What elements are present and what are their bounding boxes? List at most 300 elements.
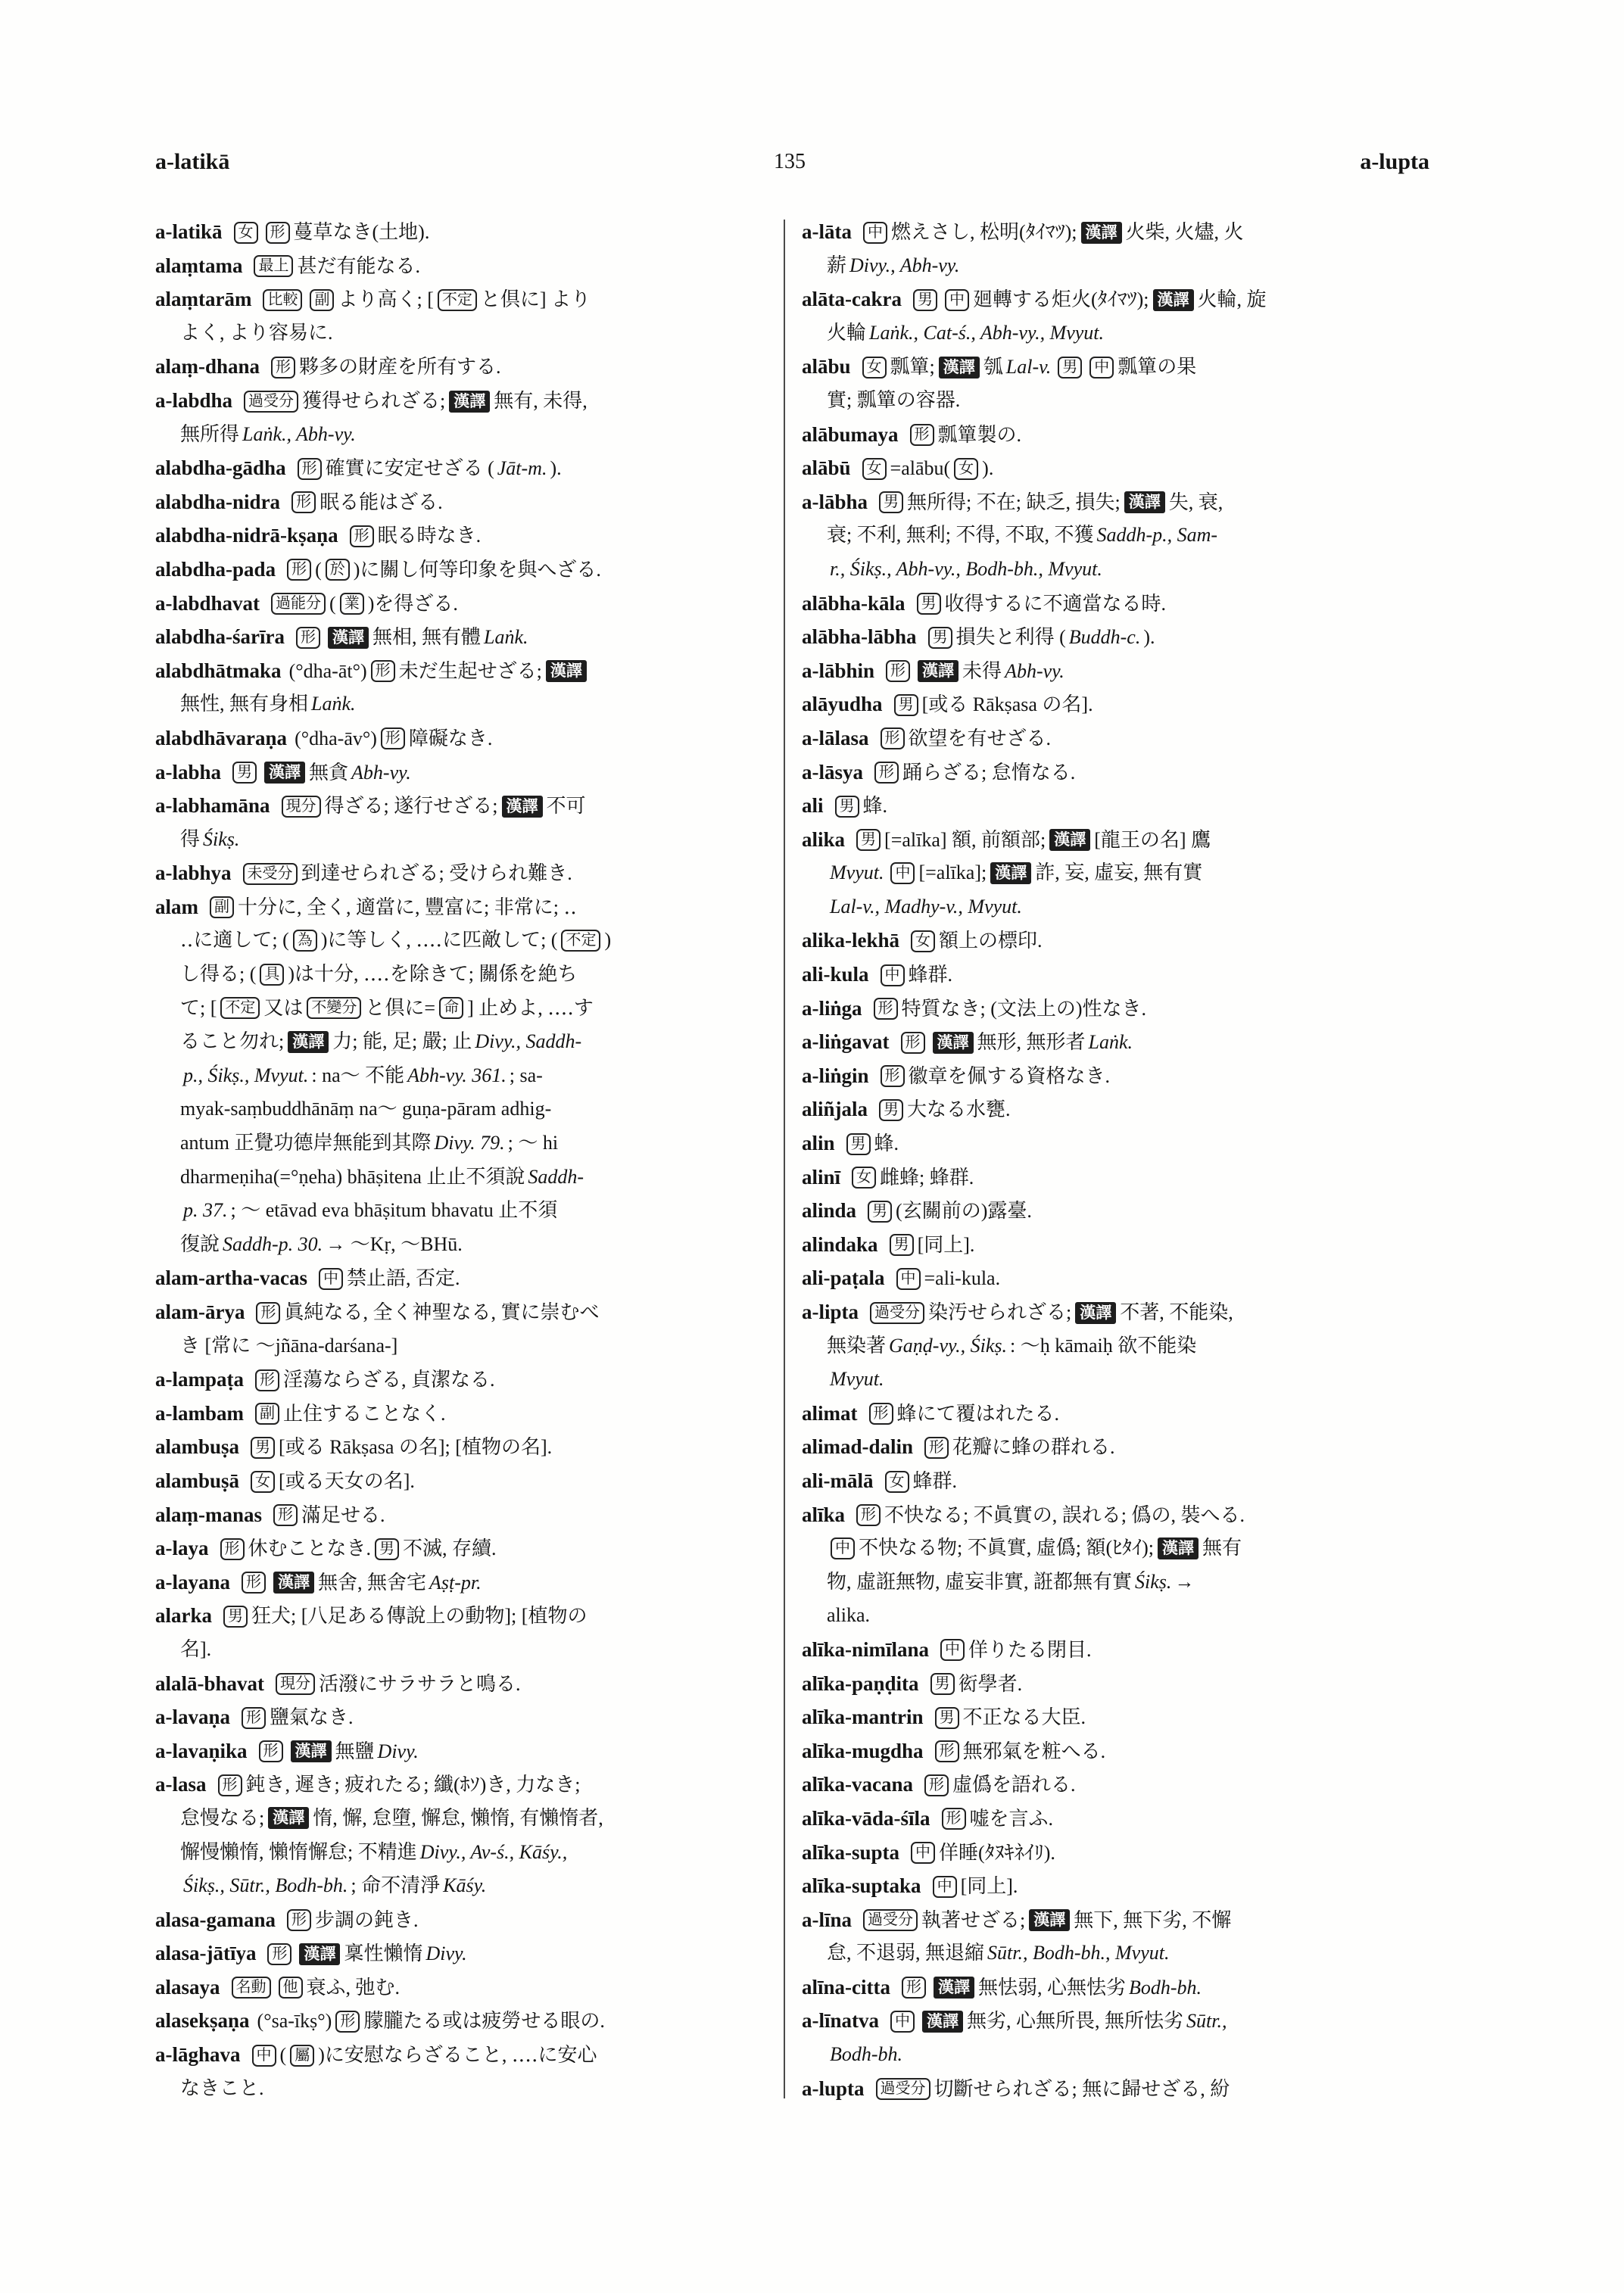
grammar-tag: 具 [260, 964, 284, 986]
source-ref: Divy., Saddh- [475, 1030, 582, 1053]
entry-text: 休むことなき. [248, 1537, 372, 1560]
dictionary-entry [802, 1092, 1429, 1126]
entry-line [802, 2038, 1429, 2072]
entry-line [155, 958, 768, 992]
headword: a-lampaṭa [155, 1368, 244, 1391]
entry-line [155, 992, 768, 1026]
headword: alīka-vāda-śīla [802, 1806, 930, 1830]
entry-line [155, 2072, 768, 2106]
entry-line [155, 1667, 768, 1701]
source-ref: Divy. [377, 1740, 419, 1762]
headword: alabdha-gādha [155, 456, 286, 480]
entry-text: (°dha-āt°) [288, 659, 367, 682]
dictionary-entry [802, 2072, 1429, 2106]
column-divider [784, 220, 785, 2098]
dictionary-entry [802, 721, 1429, 756]
entry-line [802, 1734, 1429, 1768]
headword: alindaka [802, 1232, 878, 1256]
dictionary-entry [802, 823, 1429, 924]
entry-line [155, 1566, 768, 1600]
entry-text: [或る Rākṣasa の名]; [植物の名]. [279, 1436, 553, 1459]
kanyaku-tag: 漢譯 [918, 660, 959, 682]
grammar-tag: 形 [371, 660, 395, 682]
entry-text: ). [982, 457, 994, 480]
dictionary-entry [802, 1261, 1429, 1295]
entry-text: 衒學者. [958, 1672, 1023, 1695]
source-ref: Laṅk., Cat-ś., Abh-vy., Mvyut. [869, 321, 1105, 344]
grammar-tag: 男 [917, 593, 941, 615]
grammar-tag: 形 [935, 1740, 959, 1762]
grammar-tag: 男 [879, 491, 903, 513]
entry-line [155, 856, 768, 890]
kanyaku-tag: 漢譯 [1153, 289, 1194, 311]
entry-line [802, 1498, 1429, 1532]
entry-line [802, 1936, 1429, 1971]
kanyaku-tag: 漢譯 [264, 762, 305, 784]
dictionary-entry [155, 1498, 768, 1532]
headword: alāyudha [802, 693, 883, 716]
dictionary-entry [802, 1498, 1429, 1633]
grammar-tag: 現分 [276, 1673, 315, 1695]
entry-line [802, 350, 1429, 384]
entry-text: antum 正覺功德岸無能到其際 [180, 1132, 432, 1154]
source-ref: Mvyut. [830, 861, 884, 884]
entry-text: 無相, 無有體 [372, 626, 482, 649]
dictionary-entry [802, 350, 1429, 417]
entry-text: 止住することなく. [283, 1402, 446, 1425]
entry-line [802, 1126, 1429, 1161]
entry-text: 無邪氣を粧へる. [962, 1740, 1106, 1762]
source-ref: Bodh-bh. [830, 2043, 903, 2066]
entry-text: ; ～ etāvad eva bhāṣitum bhavatu 止不須 [230, 1199, 558, 1222]
entry-line [802, 1599, 1429, 1633]
headword: alambuṣā [155, 1469, 240, 1492]
grammar-tag: 中 [911, 1842, 935, 1864]
entry-text: 瓢簞の果 [1117, 356, 1197, 379]
dictionary-entry [155, 1768, 768, 1902]
dictionary-entry [155, 1734, 768, 1768]
kanyaku-tag: 漢譯 [934, 1977, 974, 1999]
source-ref: Saddh-p. 30. [223, 1232, 323, 1255]
headword: a-lambam [155, 1401, 244, 1425]
kanyaku-tag: 漢譯 [1049, 829, 1090, 851]
dictionary-entry [802, 485, 1429, 587]
source-ref: Laṅk. [1088, 1031, 1133, 1054]
entry-text: )に關し何等印象を與へざる. [353, 558, 601, 581]
kanyaku-tag: 漢譯 [939, 357, 980, 379]
grammar-tag: 男 [890, 1234, 914, 1256]
dictionary-entry [802, 1161, 1429, 1195]
kanyaku-tag: 漢譯 [1158, 1537, 1199, 1559]
grammar-tag: 男 [846, 1133, 871, 1155]
running-head-last-entry: a-lupta [1360, 149, 1429, 174]
entry-text: 又は [263, 996, 304, 1019]
entry-text: ること勿れ; [180, 1030, 285, 1053]
entry-line [155, 620, 768, 654]
dictionary-entry [802, 1126, 1429, 1161]
entry-line [155, 1498, 768, 1532]
grammar-tag: 最上 [254, 255, 293, 277]
entry-line [802, 1700, 1429, 1734]
source-ref: Laṅk. [484, 626, 528, 649]
entry-text: より高く; [ [338, 288, 434, 311]
entry-line [802, 789, 1429, 823]
entry-text: 無舍, 無舍宅 [318, 1571, 427, 1594]
dictionary-entry [802, 1295, 1429, 1397]
dictionary-entry [802, 1971, 1429, 2005]
grammar-tag: 中 [933, 1876, 957, 1898]
grammar-tag: 形 [881, 1065, 905, 1087]
grammar-tag: 形 [942, 1808, 966, 1830]
grammar-tag: 女 [862, 357, 887, 379]
dictionary-entry [802, 418, 1429, 452]
dictionary-entry [155, 2038, 768, 2105]
entry-text: よく, より容易に. [180, 321, 333, 344]
entry-text: [同上]. [960, 1875, 1018, 1898]
grammar-tag: 形 [287, 559, 311, 581]
entry-text: =ali-kula. [924, 1267, 1001, 1290]
grammar-tag: 中 [252, 2045, 276, 2067]
entry-line [802, 282, 1429, 316]
headword: alīka-mugdha [802, 1739, 924, 1762]
grammar-tag: 形 [874, 998, 898, 1020]
grammar-tag: 形 [350, 525, 374, 547]
headword: alimad-dalin [802, 1435, 914, 1459]
grammar-tag: 副 [255, 1403, 279, 1425]
headword: a-lābhin [802, 659, 875, 682]
headword: a-labdha [155, 388, 233, 412]
entry-text: 損失と利得 ( [955, 626, 1066, 649]
grammar-tag: 過受分 [863, 1909, 918, 1931]
grammar-tag: 為 [293, 930, 317, 952]
entry-text: 不可 [546, 795, 586, 818]
entry-text: 瓢簞製の. [937, 423, 1022, 446]
entry-line [802, 1261, 1429, 1295]
dictionary-entry [802, 282, 1429, 350]
entry-line [155, 1936, 768, 1971]
entry-text: 染汚せられざる; [928, 1301, 1072, 1323]
dictionary-entry [802, 1430, 1429, 1464]
dictionary-entry [802, 789, 1429, 823]
headword: alimat [802, 1401, 858, 1425]
entry-line [155, 1836, 768, 1870]
grammar-tag: 形 [924, 1774, 949, 1796]
dictionary-entry [802, 654, 1429, 688]
kanyaku-tag: 漢譯 [291, 1740, 332, 1762]
source-ref: p. 37. [183, 1199, 228, 1222]
dictionary-entry [155, 721, 768, 756]
source-ref: Abh-vy. [1005, 659, 1064, 682]
dictionary-entry [802, 992, 1429, 1026]
entry-line [155, 249, 768, 283]
grammar-tag: 男 [251, 1437, 275, 1459]
entry-line [155, 282, 768, 316]
headword: a-lālasa [802, 726, 869, 749]
headword: alābumaya [802, 422, 899, 446]
grammar-tag: 形 [218, 1774, 242, 1796]
entry-line [802, 249, 1429, 283]
entry-text: 執著せざる; [921, 1908, 1026, 1931]
entry-text: 特質なき; (文法上の)性なき. [901, 997, 1147, 1020]
grammar-tag: 形 [910, 424, 934, 446]
entry-text: し得る; ( [180, 963, 257, 986]
grammar-tag: 男 [894, 694, 918, 716]
headword: a-lasa [155, 1773, 207, 1796]
entry-text: 火柴, 火燼, 火 [1125, 221, 1244, 243]
source-ref: Lal-v., Madhy-v., Mvyut. [830, 895, 1022, 918]
entry-line [802, 756, 1429, 790]
headword: alaṃtama [155, 254, 243, 277]
headword: alīka [802, 1503, 846, 1526]
grammar-tag: 中 [940, 1639, 965, 1661]
entry-text: → [1174, 1570, 1195, 1593]
entry-text: ) [604, 929, 612, 952]
entry-line [155, 1397, 768, 1431]
grammar-tag: 中 [881, 964, 905, 986]
headword: alaṃ-dhana [155, 355, 260, 379]
entry-text: 蜂. [862, 795, 888, 818]
entry-line [155, 1734, 768, 1768]
entry-line [155, 1194, 768, 1228]
entry-text: 火輪 [827, 321, 867, 344]
headword: ali-kula [802, 963, 869, 986]
grammar-tag: 不定 [438, 289, 477, 311]
kanyaku-tag: 漢譯 [1075, 1302, 1116, 1324]
grammar-tag: 形 [296, 627, 320, 649]
entry-text: 無有 [1202, 1537, 1242, 1559]
entry-line [802, 1430, 1429, 1464]
entry-line [155, 1430, 768, 1464]
entry-line [155, 384, 768, 418]
headword: alābha-kāla [802, 591, 906, 615]
dictionary-entry [155, 451, 768, 485]
kanyaku-tag: 漢譯 [288, 1031, 329, 1053]
entry-text: 活潑にサラサラと鳴る. [319, 1672, 521, 1695]
grammar-tag: 形 [255, 1369, 279, 1391]
entry-text: 佯睡(ﾀﾇｷﾈｲﾘ). [939, 1841, 1055, 1864]
source-ref: Śikṣ., Sūtr., Bodh-bh. [183, 1874, 348, 1897]
entry-text: 眠る時なき. [377, 525, 482, 547]
entry-text: 鈍き, 遲き; 疲れたる; 纖(ﾎｿ)き, 力なき; [245, 1774, 581, 1796]
grammar-tag: 他 [279, 1977, 303, 1999]
dictionary-entry [802, 1667, 1429, 1701]
grammar-tag: 女 [862, 458, 887, 480]
dictionary-entry [155, 553, 768, 587]
grammar-tag: 屬 [290, 2045, 314, 2067]
entry-text: =alābu( [890, 457, 951, 480]
dictionary-entry [802, 620, 1429, 654]
entry-text: 怠, 不退弱, 無退縮 [827, 1942, 985, 1964]
headword: alābū [802, 456, 851, 480]
entry-text: 蜂にて覆はれたる. [896, 1402, 1060, 1425]
entry-line [155, 1802, 768, 1836]
grammar-tag: 女 [911, 930, 935, 952]
dictionary-entry [155, 2004, 768, 2038]
entry-line [802, 1802, 1429, 1836]
entry-text: ] 止めよ, ‥‥す [467, 996, 594, 1019]
dictionary-entry [155, 1295, 768, 1363]
dictionary-entry [155, 1936, 768, 1971]
right-column [802, 215, 1429, 2105]
grammar-tag: 過受分 [244, 391, 298, 413]
entry-line [155, 1633, 768, 1667]
entry-text: )に安慰ならざること, ‥‥に安心 [318, 2044, 597, 2067]
grammar-tag: 男 [223, 1606, 248, 1628]
entry-text: 切斷せられざる; 無に歸せざる, 紛 [934, 2077, 1230, 2100]
headword: alabdha-śarīra [155, 625, 285, 649]
entry-line [802, 1971, 1429, 2005]
entry-text: 眠る能はざる. [320, 491, 443, 513]
dictionary-entry [155, 1363, 768, 1397]
entry-text: → ～Kṛ, ～BHū. [326, 1232, 463, 1255]
headword: alabdha-nidra [155, 490, 281, 513]
entry-text: 無所得; 不在; 缺乏, 損失; [907, 491, 1121, 513]
entry-text: ; 命不清淨 [351, 1874, 441, 1897]
grammar-tag: 男 [913, 289, 937, 311]
entry-line [155, 215, 768, 249]
dictionary-entry [155, 1971, 768, 2005]
source-ref: r., Śikṣ., Abh-vy., Bodh-bh., Mvyut. [830, 557, 1102, 580]
entry-text: 欲望を有せざる. [908, 727, 1052, 749]
entry-line [155, 1971, 768, 2005]
dictionary-entry [802, 1194, 1429, 1228]
entry-text: 無性, 無有身相 [180, 693, 309, 715]
entry-text: 獲得せられざる; [302, 389, 446, 412]
entry-line [802, 1295, 1429, 1329]
headword: alabdhāvaraṇa [155, 726, 288, 749]
entry-text: (°sa-īkṣ°) [257, 2010, 332, 2033]
headword: alambuṣa [155, 1435, 240, 1459]
dictionary-entry [802, 587, 1429, 621]
dictionary-entry [155, 384, 768, 451]
source-ref: Saddh-p., Sam- [1096, 524, 1218, 547]
grammar-tag: 現分 [282, 796, 321, 818]
entry-line [155, 485, 768, 519]
grammar-tag: 女 [954, 458, 978, 480]
grammar-tag: 形 [869, 1403, 893, 1425]
entry-line [802, 2072, 1429, 2106]
grammar-tag: 於 [326, 559, 350, 581]
headword: a-liṅga [802, 996, 862, 1020]
source-ref: Sūtr., Bodh-bh., Mvyut. [987, 1942, 1170, 1964]
entry-line [155, 553, 768, 587]
entry-text: 衰; 不利, 無利; 不得, 不取, 不獲 [827, 524, 1094, 547]
entry-line [802, 451, 1429, 485]
entry-line [802, 992, 1429, 1026]
entry-text: 額上の標印. [939, 930, 1043, 952]
entry-text: 惰, 懈, 怠墮, 懈怠, 懶惰, 有懶惰者, [313, 1806, 603, 1829]
grammar-tag: 中 [1089, 357, 1114, 379]
grammar-tag: 男 [835, 796, 859, 818]
dictionary-entry [155, 789, 768, 856]
grammar-tag: 形 [902, 1977, 926, 1999]
entry-line [802, 1228, 1429, 1262]
headword: a-lavaṇika [155, 1739, 248, 1762]
source-ref: Kāśy. [443, 1874, 487, 1897]
entry-text: なきこと. [180, 2076, 264, 2099]
entry-line [155, 1329, 768, 1363]
entry-text: 無所得 [180, 422, 240, 445]
kanyaku-tag: 漢譯 [922, 2011, 963, 2033]
entry-text: (°dha-āv°) [295, 727, 377, 749]
kanyaku-tag: 漢譯 [1029, 1909, 1070, 1931]
headword: alasa-gamana [155, 1908, 276, 1931]
entry-line [802, 1836, 1429, 1870]
entry-line [802, 384, 1429, 418]
entry-line [155, 451, 768, 485]
headword: a-lābha [802, 490, 868, 513]
entry-text: 不滅, 存續. [403, 1537, 497, 1560]
headword: alīka-mantrin [802, 1706, 924, 1729]
dictionary-entry [155, 620, 768, 654]
headword: alīka-supta [802, 1840, 900, 1864]
kanyaku-tag: 漢譯 [502, 796, 543, 818]
entry-line [155, 1768, 768, 1802]
kanyaku-tag: 漢譯 [990, 862, 1031, 884]
dictionary-entry [155, 1397, 768, 1431]
entry-line [155, 2038, 768, 2072]
entry-text: 障礙なき. [408, 727, 493, 749]
dictionary-entry [155, 1566, 768, 1600]
dictionary-entry [802, 1633, 1429, 1667]
headword: alika [802, 827, 846, 851]
entry-line [802, 1566, 1429, 1600]
entry-text: 怠慢なる; [180, 1806, 265, 1829]
kanyaku-tag: 漢譯 [1124, 491, 1165, 513]
entry-line [155, 823, 768, 857]
grammar-tag: 男 [930, 1673, 955, 1695]
entry-text: myak-saṃbuddhānāṃ na～ guṇa-pāram adhig- [180, 1098, 552, 1120]
entry-text: [=alīka]; [918, 861, 987, 884]
dictionary-entry [802, 1802, 1429, 1836]
grammar-tag: 男 [928, 627, 952, 649]
headword: a-laya [155, 1537, 209, 1560]
entry-line [802, 1194, 1429, 1228]
entry-line [155, 1025, 768, 1059]
headword: alīka-paṇḍita [802, 1671, 919, 1695]
entry-line [802, 890, 1429, 924]
grammar-tag: 副 [210, 896, 234, 918]
grammar-tag: 形 [242, 1572, 266, 1594]
entry-text: 踊らざる; 怠惰なる. [902, 761, 1076, 784]
dictionary-entry [802, 1059, 1429, 1093]
entry-text: 確實に安定せざる ( [325, 457, 494, 480]
source-ref: Bodh-bh. [1129, 1976, 1202, 1999]
grammar-tag: 男 [868, 1201, 892, 1223]
entry-line [155, 350, 768, 384]
headword: alīka-vacana [802, 1773, 914, 1796]
entry-text: 眞純なる, 全く神聖なる, 實に崇むべ [284, 1301, 600, 1323]
grammar-tag: 中 [945, 289, 969, 311]
entry-line [155, 1161, 768, 1195]
entry-text: 物, 虛誑無物, 虛妄非實, 誑都無有實 [827, 1570, 1133, 1593]
entry-line [802, 1092, 1429, 1126]
entry-text: 步調の鈍き. [315, 1908, 419, 1931]
grammar-tag: 中 [319, 1268, 343, 1290]
dictionary-entry [155, 890, 768, 1262]
headword: alam-artha-vacas [155, 1266, 307, 1290]
entry-line [802, 1059, 1429, 1093]
grammar-tag: 不定 [220, 997, 260, 1019]
entry-text: ( [315, 558, 322, 581]
entry-line [802, 418, 1429, 452]
entry-line [155, 519, 768, 553]
grammar-tag: 未受分 [243, 863, 298, 885]
entry-line [802, 1531, 1429, 1566]
headword: alarka [155, 1604, 213, 1628]
grammar-tag: 形 [901, 1032, 925, 1054]
dictionary-entry [802, 1228, 1429, 1262]
